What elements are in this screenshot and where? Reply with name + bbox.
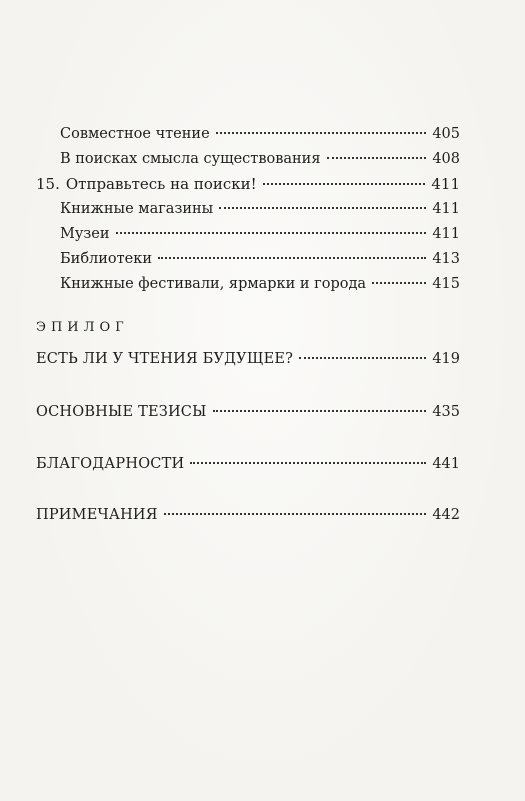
toc-entry-page: 408 xyxy=(432,151,460,167)
toc-entry-page: 415 xyxy=(432,276,460,292)
section-title: БЛАГОДАРНОСТИ xyxy=(36,456,185,472)
chapter-page: 411 xyxy=(431,175,460,193)
leader-dots xyxy=(263,183,426,185)
toc-entry-title: В поисках смысла существования xyxy=(60,151,321,167)
toc-entry-page: 405 xyxy=(432,126,460,142)
toc-chapter xyxy=(36,174,460,194)
toc-entry-page: 413 xyxy=(432,251,460,267)
toc-section-epilog xyxy=(36,349,460,369)
toc-entry xyxy=(60,249,460,269)
toc-entry xyxy=(60,224,460,244)
toc-entry-title: Музеи xyxy=(60,226,110,242)
toc-entry-title: Книжные магазины xyxy=(60,201,214,217)
toc-entry-page: 411 xyxy=(432,226,460,242)
section-title: ПРИМЕЧАНИЯ xyxy=(36,507,158,523)
leader-dots xyxy=(372,282,426,284)
toc-section-thanks xyxy=(36,454,460,474)
leader-dots xyxy=(164,513,427,515)
section-title: ЕСТЬ ЛИ У ЧТЕНИЯ БУДУЩЕЕ? xyxy=(36,351,294,367)
toc-entry xyxy=(60,199,460,219)
toc-entry-title: Книжные фестивали, ярмарки и города xyxy=(60,276,367,292)
toc-entry-page: 411 xyxy=(432,201,460,217)
leader-dots xyxy=(327,157,427,159)
section-page: 435 xyxy=(432,404,460,420)
section-page: 441 xyxy=(432,456,460,472)
toc-entry xyxy=(60,274,460,294)
toc-section-notes xyxy=(36,505,460,525)
epilog-label: ЭПИЛОГ xyxy=(36,320,129,335)
section-title: ОСНОВНЫЕ ТЕЗИСЫ xyxy=(36,404,207,420)
leader-dots xyxy=(190,462,426,464)
leader-dots xyxy=(116,232,427,234)
chapter-number: 15. xyxy=(36,175,60,193)
toc-entry xyxy=(60,124,460,144)
leader-dots xyxy=(219,207,426,209)
toc-section-theses xyxy=(36,402,460,422)
toc-entry xyxy=(60,149,460,169)
section-page: 442 xyxy=(432,507,460,523)
leader-dots xyxy=(158,257,426,259)
chapter-title: Отправьтесь на поиски! xyxy=(65,175,257,193)
leader-dots xyxy=(213,410,427,412)
section-page: 419 xyxy=(432,351,460,367)
leader-dots xyxy=(216,132,427,134)
toc-entry-title: Совместное чтение xyxy=(60,126,210,142)
leader-dots xyxy=(299,357,426,359)
toc-entry-title: Библиотеки xyxy=(60,251,152,267)
